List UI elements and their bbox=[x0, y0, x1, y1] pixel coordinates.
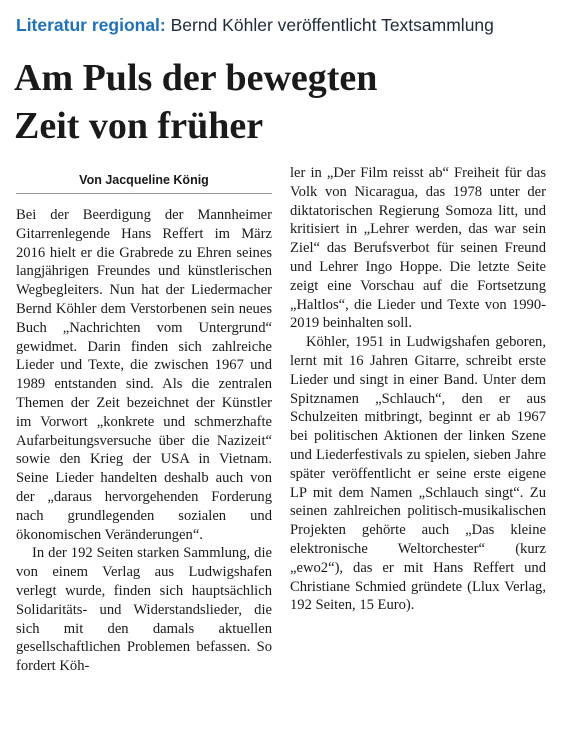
article-column-1 bbox=[16, 206, 272, 676]
headline-line-2: Zeit von früher bbox=[14, 105, 264, 147]
byline: Von Jacqueline König bbox=[79, 173, 209, 187]
paragraph: Köhler, 1951 in Ludwigshafen geboren, lernt mit 16 Jahren Gitarre, schreibt erste Lieder und singt in einer Band. Unter dem Spitznamen „Schlauch“, den er aus Schulzeiten mitbringt, beginnt er ab 1967 bei politischen Aktionen der linken Szene und Liederfestivals zu spielen, sieben Jahre später veröffentlicht er seine erste eigene LP mit dem Namen „Schlauch singt“. Zu seinen zahlreichen politisch-musikalischen Projekten gehörte auch „Das kleine elektronische Weltorchester“ (kurz „ewo2“), das er mit Hans Reffert und Christiane Schmied gründete (Llux Verlag, 192 Seiten, 15 Euro). bbox=[290, 334, 546, 614]
paragraph: ler in „Der Film reisst ab“ Freiheit für das Volk von Nicaragua, das 1978 unter der diktatorischen Regierung Somoza litt, und kritisiert in „Lehrer werden, das war sein Ziel“ das Berufsverbot für seinen Freund und Lehrer Ingo Hoppe. Die letzte Seite zeigt eine Vorschau auf die Fortsetzung „Haltlos“, die Lieder und Texte von 1990-2019 beinhalten soll. bbox=[290, 165, 546, 332]
kicker bbox=[16, 13, 556, 37]
article-column-2 bbox=[290, 164, 546, 615]
paragraph: Bei der Beerdigung der Mannheimer Gitarrenlegende Hans Reffert im März 2016 hielt er die Grabrede zu Ehren seines langjährigen Freundes und künstlerischen Wegbegleiters. Nun hat der Liedermacher Bernd Köhler dem Verstorbenen sein neues Buch „Nachrichten vom Untergrund“ gewidmet. Darin finden sich zahlreiche Lieder und Texte, die zwischen 1967 und 1989 entstanden sind. Als die zentralen Themen der Zeit bezeichnet der Künstler im Vorwort „konkrete und schmerzhafte Aufarbeitungsversuche über die Nazizeit“ sowie den Krieg der USA in Vietnam. Seine Lieder handelten deshalb auch von der „daraus hervorgehenden Forderung nach grundlegenden sozialen und ökonomischen Veränderungen“. bbox=[16, 207, 272, 543]
headline-line-1: Am Puls der bewegten bbox=[14, 57, 378, 99]
byline-divider bbox=[16, 193, 272, 194]
paragraph: In der 192 Seiten starken Sammlung, die von einem Verlag aus Ludwigshafen verlegt wurde, finden sich hauptsächlich Solidaritäts- und Widerstandslieder, die sich mit den damals aktuellen gesellschaftlichen Problemen befassen. So fordert Köh- bbox=[16, 545, 272, 675]
kicker-text: Bernd Köhler veröffentlicht Textsammlung bbox=[170, 15, 494, 35]
kicker-label: Literatur regional: bbox=[16, 15, 166, 35]
headline bbox=[14, 54, 554, 150]
